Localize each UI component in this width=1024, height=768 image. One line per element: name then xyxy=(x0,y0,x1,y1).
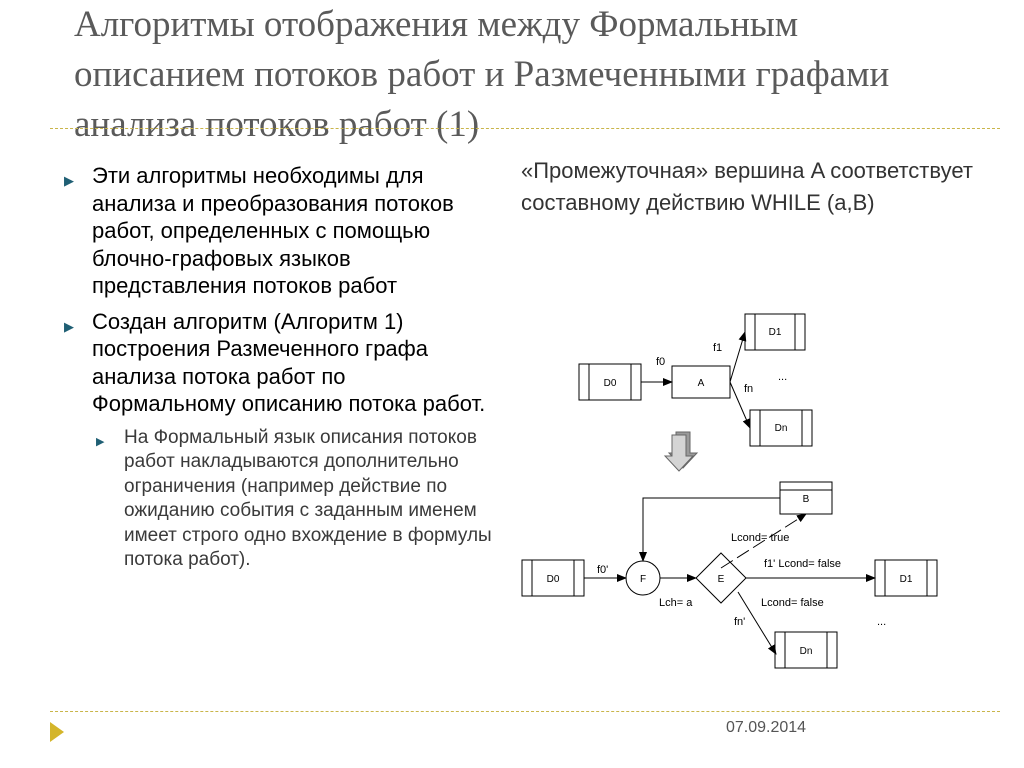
node-label: E xyxy=(717,574,725,585)
edge-label: fn' xyxy=(734,616,746,628)
node-f xyxy=(626,561,660,595)
sub-bullet-text: На Формальный язык описания потоков работ накладываются дополнительно ограничения (например действие по ожиданию события с заданным именем имеет строго одно вхождение в формулы потока работ). xyxy=(124,426,492,570)
top-graph xyxy=(579,314,812,446)
node-label: B xyxy=(802,494,810,505)
node-label: Dn xyxy=(799,646,813,657)
node-d0-top xyxy=(579,364,641,400)
edge-label: f0 xyxy=(656,356,666,368)
node-a-top xyxy=(672,366,730,398)
edge-b-f xyxy=(643,498,780,561)
ellipsis: ... xyxy=(778,371,788,383)
diagram-caption: «Промежуточная» вершина A соответствует составному действию WHILE (a,B) xyxy=(521,158,973,215)
node-dn-top xyxy=(750,410,812,446)
down-arrow-icon xyxy=(665,432,697,471)
node-dn-bottom xyxy=(775,632,837,668)
bullet-text: Эти алгоритмы необходимы для анализа и преобразования потоков работ, определенных с помощью блочно-графовых языков представления потоков работ xyxy=(92,163,454,298)
bullet-marker-icon: ▶ xyxy=(64,173,74,188)
node-d0-bottom xyxy=(522,560,584,596)
bullet-marker-icon: ▶ xyxy=(64,318,74,334)
node-label: F xyxy=(639,574,647,585)
node-e xyxy=(696,553,746,603)
slide-title: Алгоритмы отображения между Формальным описанием потоков работ и Размеченными графами анализа потоков работ (1) xyxy=(74,4,890,145)
node-d1-bottom xyxy=(875,560,937,596)
bottom-graph xyxy=(522,482,937,668)
edge-label: f0' xyxy=(597,564,609,576)
footer-divider xyxy=(50,711,1000,712)
node-b xyxy=(780,482,832,514)
edge-label: Lch= a xyxy=(659,597,693,609)
node-label: D1 xyxy=(899,574,913,585)
node-label: D0 xyxy=(546,574,560,585)
node-d1-top xyxy=(745,314,805,350)
node-label: D0 xyxy=(603,378,617,389)
node-label: Dn xyxy=(774,423,788,434)
slide-date: 07.09.2014 xyxy=(726,719,807,736)
edge-label: fn xyxy=(744,383,754,395)
bullet-text: Создан алгоритм (Алгоритм 1) построения Размеченного графа анализа потока работ по Формальному описанию потока работ. xyxy=(92,308,486,416)
edge-a-d1 xyxy=(730,332,745,382)
edge-label: f1 xyxy=(713,342,723,354)
node-label: D1 xyxy=(768,327,782,338)
node-label: A xyxy=(697,378,705,389)
edge-label: Lcond= true xyxy=(731,532,790,544)
footer-triangle-icon xyxy=(50,722,64,742)
edge-label: f1' Lcond= false xyxy=(764,558,842,570)
edge-label: Lcond= false xyxy=(761,597,824,609)
ellipsis: ... xyxy=(877,616,887,628)
sub-bullet-marker-icon: ▶ xyxy=(96,435,105,448)
